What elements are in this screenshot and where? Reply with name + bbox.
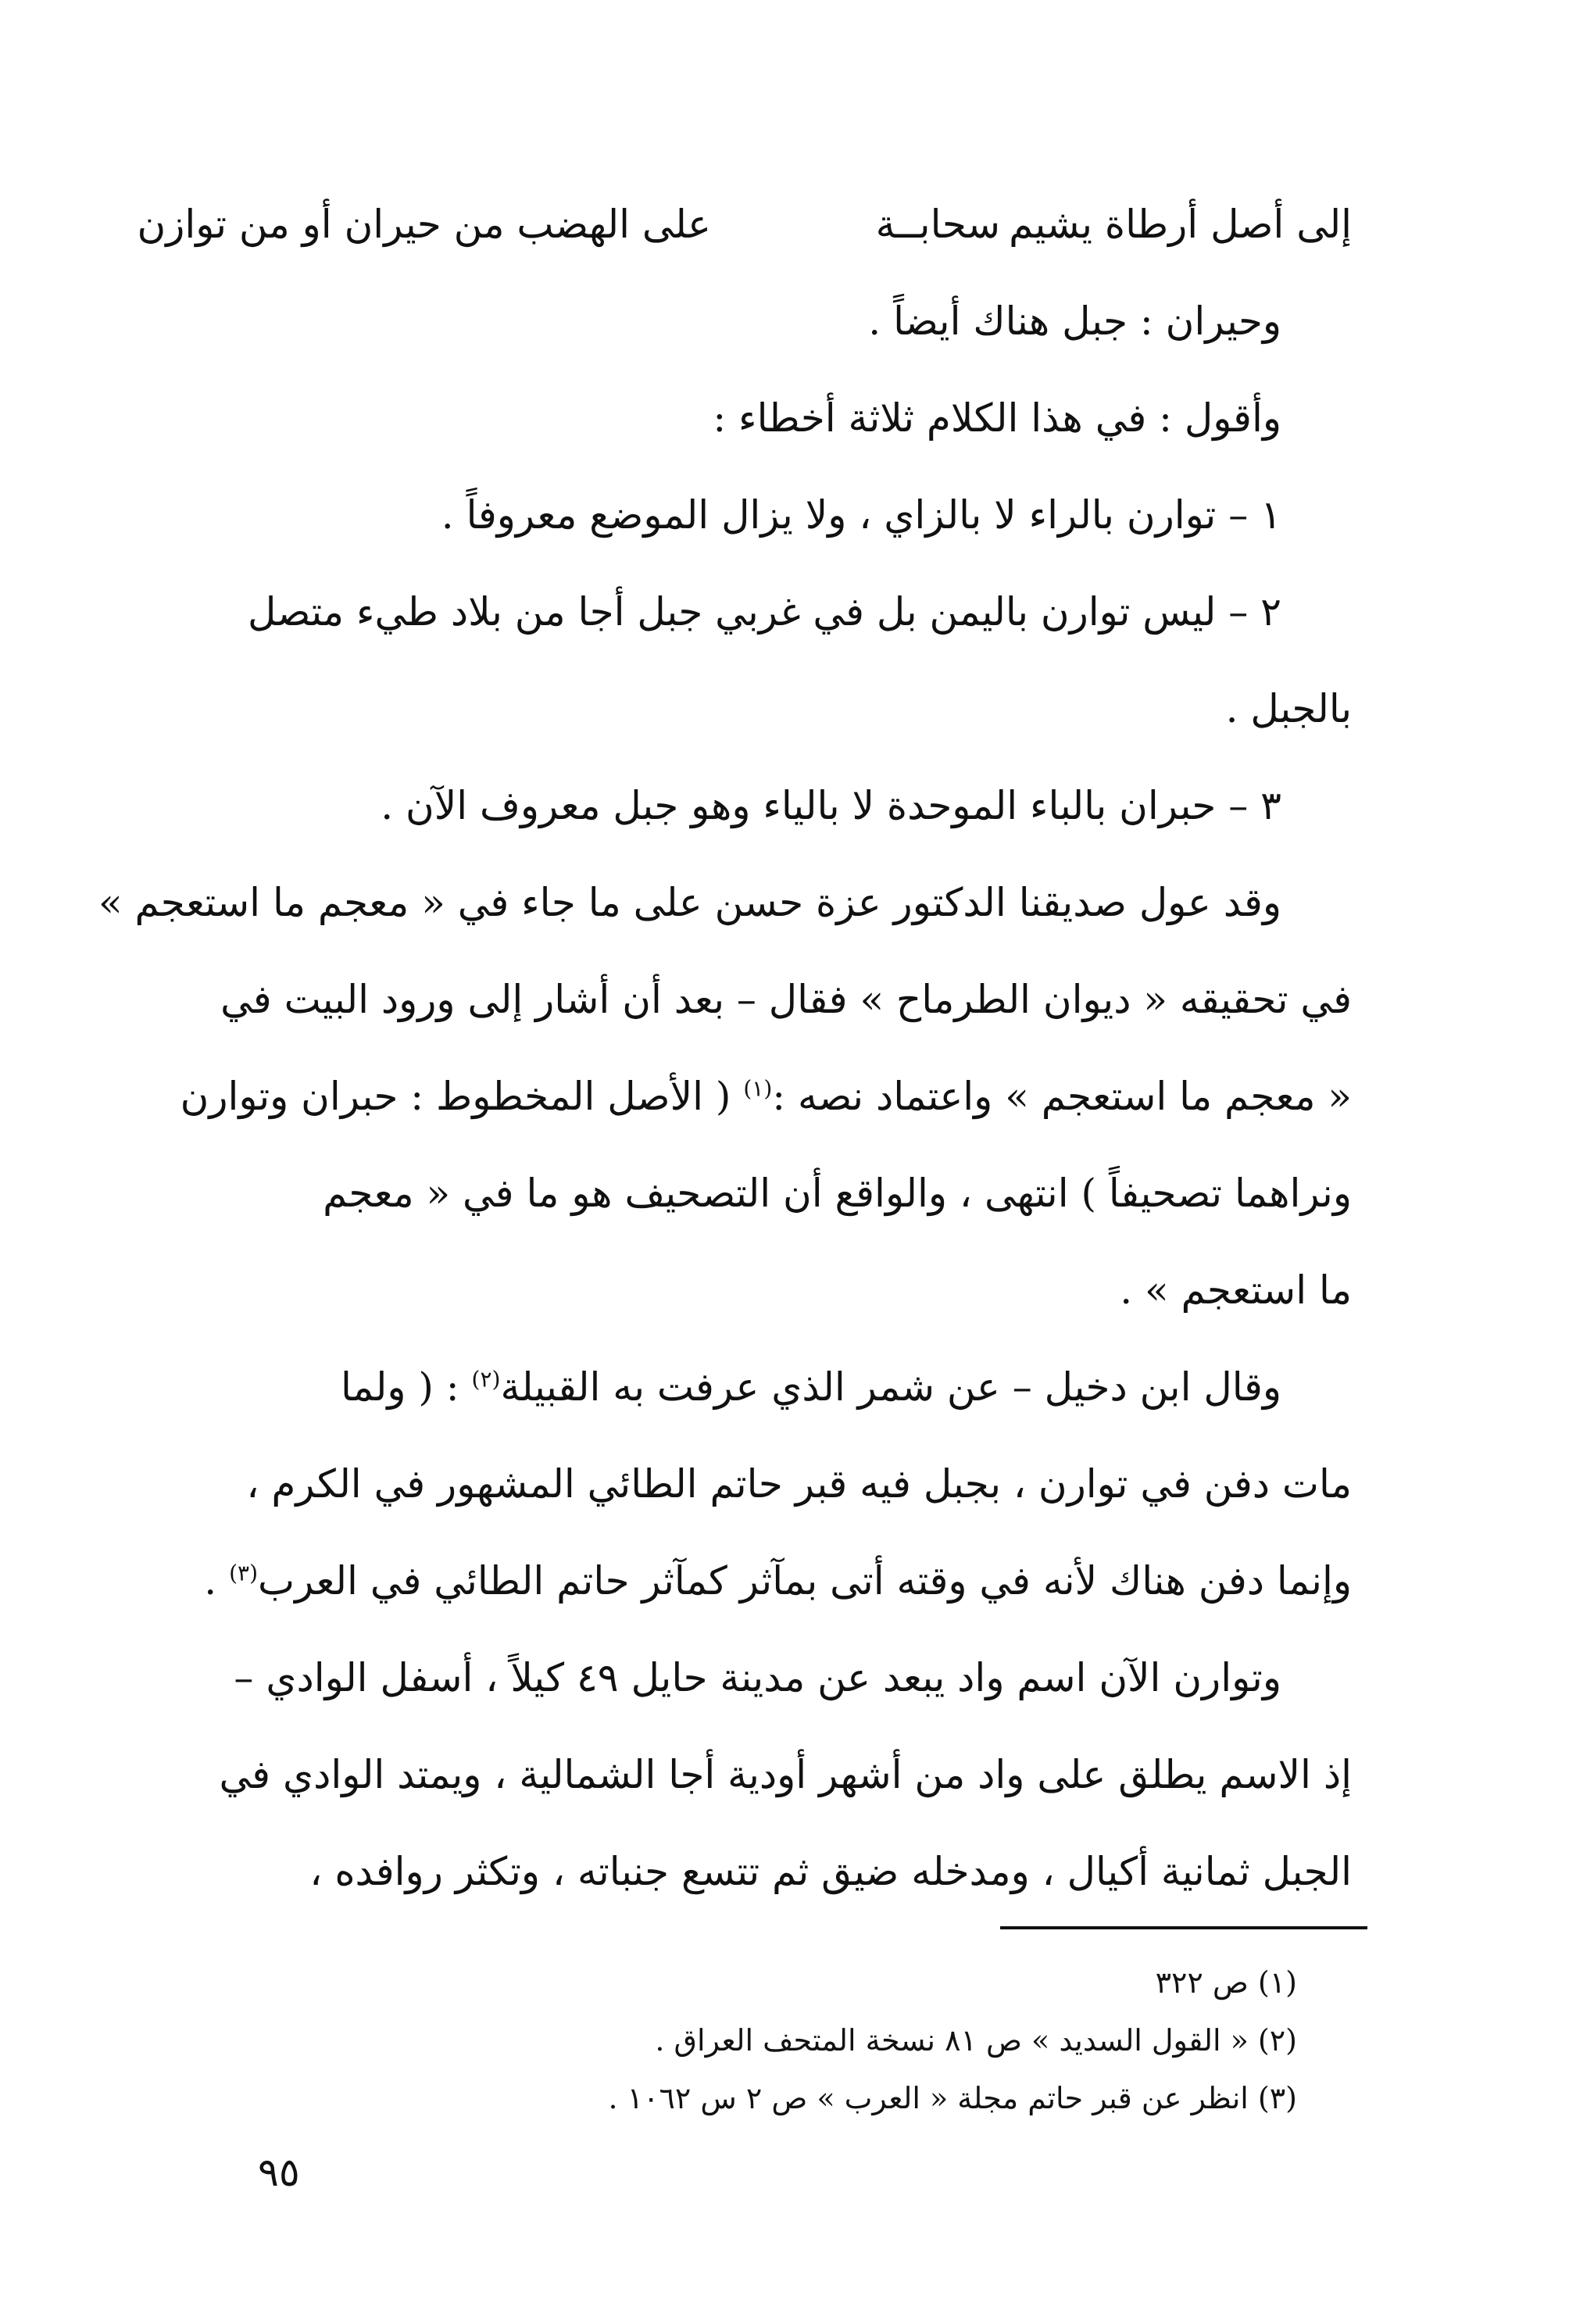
text-line (219, 1726, 1352, 1823)
line-text: بالجبل . (1225, 686, 1352, 731)
text-line (246, 1436, 1352, 1532)
footnotes (258, 1954, 1297, 2127)
text-line (204, 1532, 1352, 1629)
line-text: ما استعجم » . (1120, 1267, 1352, 1313)
line-text-continuation: ( الأصل المخطوط : حبران وتوارن (180, 1074, 744, 1119)
footnote-divider (1000, 1926, 1367, 1929)
verse-hemistich-1: إلى أصل أرطاة يشيم (1009, 202, 1352, 247)
text-line (258, 1339, 1352, 1436)
text-line (258, 757, 1352, 854)
line-text: في تحقيقه « ديوان الطرماح » فقال – بعد أن أشار إلى ورود البيت في (220, 977, 1352, 1022)
text-line (234, 1629, 1352, 1726)
text-line (98, 854, 1352, 951)
text-line (247, 563, 1352, 660)
line-text-continuation: : ( ولما (340, 1364, 472, 1410)
line-text: وقال ابن دخيل – عن شمر الذي عرفت به القبيلة (500, 1364, 1281, 1410)
text-line (258, 467, 1352, 563)
verse-hemistich-3: على الهضب من حيران أو من توازن (137, 202, 711, 247)
text-line (258, 660, 1352, 757)
line-text: إذ الاسم يطلق على واد من أشهر أودية أجا الشمالية ، ويمتد الوادي في (219, 1752, 1352, 1797)
text-line (258, 1145, 1352, 1242)
text-line (258, 1823, 1352, 1920)
text-line (258, 1242, 1352, 1339)
footnote-reference: (٢) (471, 1366, 501, 1393)
line-text-continuation: . (204, 1558, 230, 1604)
footnote-1: (١) ص ٣٢٢ (1155, 1965, 1297, 2000)
line-text: ٣ – حبران بالباء الموحدة لا بالياء وهو جبل معروف الآن . (381, 783, 1281, 828)
page-number: ٩٥ (258, 2150, 300, 2195)
verse-hemistich-2: سحابــة (875, 202, 1000, 247)
text-line (180, 1048, 1352, 1145)
line-text: وإنما دفن هناك لأنه في وقته أتى بمآثر كمآثر حاتم الطائي في العرب (258, 1558, 1352, 1604)
text-line (258, 273, 1352, 370)
line-text: وأقول : في هذا الكلام ثلاثة أخطاء : (713, 395, 1281, 441)
line-text: ١ – توارن بالراء لا بالزاي ، ولا يزال الموضع معروفاً . (441, 492, 1281, 538)
line-text: « معجم ما استعجم » واعتماد نصه : (772, 1074, 1352, 1119)
line-text: وحيران : جبل هناك أيضاً . (868, 299, 1281, 344)
footnote-reference: (٣) (229, 1560, 259, 1586)
footnote-3: (٣) انظر عن قبر حاتم مجلة « العرب » ص ٢ س ١٠٦٢ . (608, 2081, 1297, 2115)
line-text: ٢ – ليس توارن باليمن بل في غربي جبل أجا من بلاد طيء متصل (247, 589, 1281, 635)
footnote-reference: (١) (743, 1075, 773, 1102)
line-text: ونراهما تصحيفاً ) انتهى ، والواقع أن التصحيف هو ما في « معجم (323, 1171, 1352, 1216)
text-line (220, 951, 1352, 1048)
line-text: مات دفن في توارن ، بجبل فيه قبر حاتم الطائي المشهور في الكرم ، (246, 1461, 1352, 1507)
line-text: وقد عول صديقنا الدكتور عزة حسن على ما جاء في « معجم ما استعجم » (98, 880, 1281, 925)
body-text (98, 273, 1352, 1920)
text-line (258, 370, 1352, 467)
line-text: الجبل ثمانية أكيال ، ومدخله ضيق ثم تتسع جنباته ، وتكثر روافده ، (309, 1849, 1352, 1894)
poem-verse (137, 176, 1352, 273)
footnote-2: (٢) « القول السديد » ص ٨١ نسخة المتحف العراق . (655, 2023, 1297, 2058)
line-text: وتوارن الآن اسم واد يبعد عن مدينة حايل ٤٩ كيلاً ، أسفل الوادي – (234, 1655, 1281, 1700)
